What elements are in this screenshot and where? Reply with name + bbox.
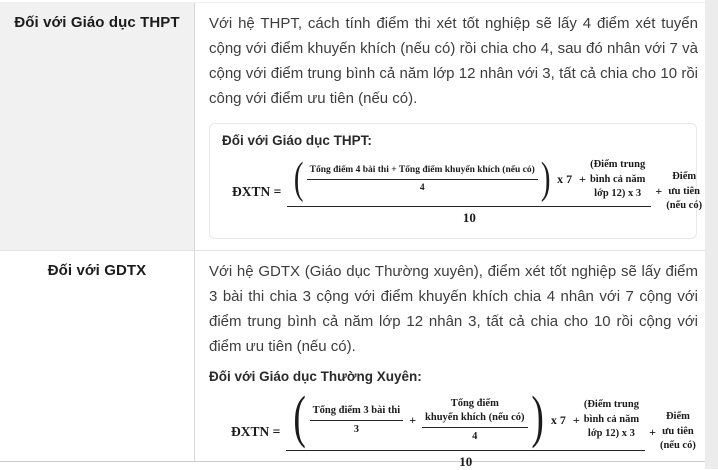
priority-line: (nếu có) xyxy=(659,440,696,452)
table-row-gdtx xyxy=(0,251,705,469)
times-seven: x 7 xyxy=(557,172,573,187)
page-right-margin xyxy=(705,0,718,469)
avg-grade-term xyxy=(584,398,639,442)
numerator-line: khuyến khích (nếu có) xyxy=(425,411,525,423)
row-header-label: Đối với Giáo dục THPT xyxy=(14,14,180,31)
inner-denominator: 4 xyxy=(472,430,478,442)
gdtx-description: Với hệ GDTX (Giáo dục Thường xuyên), điểm xét tốt nghiệp sẽ lấy điểm 3 bài thi chia 3 cộng với điểm khuyến khích chia 4 nhân với 7 cộng với điểm trung bình cả năm lớp 12 nhân 3, tất cả chia cho 10 rồi cộng với điểm ưu tiên (nếu có). xyxy=(209,263,698,355)
plus-sign: + xyxy=(572,412,580,427)
gdtx-formula-area xyxy=(209,369,700,470)
thpt-formula xyxy=(232,151,703,226)
close-paren: ) xyxy=(540,151,551,203)
priority-line: ưu tiên xyxy=(668,185,700,197)
avg-line: lớp 12) x 3 xyxy=(587,428,635,440)
thpt-formula-caption: Đối với Giáo dục THPT: xyxy=(222,133,372,148)
plus-sign: + xyxy=(409,412,417,427)
priority-line: (nếu có) xyxy=(666,200,703,211)
gdtx-formula-caption: Đối với Giáo dục Thường Xuyên: xyxy=(209,369,422,384)
priority-points-term xyxy=(666,170,702,214)
formula-lhs: ĐXTN = xyxy=(231,424,281,439)
row-header-label: Đối với GDTX xyxy=(47,262,147,279)
open-paren: ( xyxy=(294,151,304,203)
row-body-cell-thpt xyxy=(195,3,705,250)
bonus-score-fraction xyxy=(422,397,527,444)
thpt-formula-box xyxy=(209,123,703,239)
avg-line: bình cả năm xyxy=(583,413,640,425)
numerator-line: Tổng điểm xyxy=(450,397,499,409)
priority-line: Điểm xyxy=(665,411,690,423)
priority-points-term xyxy=(660,410,696,454)
plus-sign: + xyxy=(649,424,656,439)
main-numerator xyxy=(287,151,651,207)
priority-line: ưu tiên xyxy=(662,425,694,437)
avg-line: (Điểm trung xyxy=(590,159,646,170)
main-numerator xyxy=(286,385,645,451)
score-calculation-table xyxy=(0,2,705,469)
inner-numerator xyxy=(422,397,527,428)
main-fraction xyxy=(287,151,651,226)
inner-denominator: 3 xyxy=(353,423,360,435)
plus-sign: + xyxy=(579,172,586,187)
main-fraction xyxy=(286,385,645,470)
inner-numerator: Tổng điểm 4 bài thi + Tổng điểm khuyến khích (nếu có) xyxy=(307,164,538,180)
row-header-cell-thpt xyxy=(0,3,195,250)
inner-numerator: Tổng điểm 3 bài thi xyxy=(310,404,404,421)
close-paren: ) xyxy=(530,385,544,450)
avg-line: (Điểm trung xyxy=(583,399,639,411)
main-denominator: 10 xyxy=(462,209,476,225)
formula-lhs: ĐXTN = xyxy=(232,183,282,199)
row-body-cell-gdtx xyxy=(195,251,705,469)
avg-line: bình cả năm xyxy=(589,173,646,185)
inner-denominator: 4 xyxy=(419,183,425,194)
gdtx-formula xyxy=(231,385,700,470)
main-denominator: 10 xyxy=(459,454,473,469)
exam-score-fraction xyxy=(310,404,404,437)
table-row-thpt xyxy=(0,3,705,251)
times-seven: x 7 xyxy=(550,412,566,427)
plus-sign: + xyxy=(655,184,663,199)
row-header-cell-gdtx xyxy=(0,251,195,461)
priority-line: Điểm xyxy=(672,171,697,182)
open-paren: ( xyxy=(293,385,307,450)
thpt-description: Với hệ THPT, cách tính điểm thi xét tốt nghiệp sẽ lấy 4 điểm xét tuyển cộng với điểm khuyến khích (nếu có) rồi chia cho 4, sau đó nhân với 7 và cộng với điểm trung bình cả năm lớp 12 nhân với 3, tất cả chia cho 10 rồi công với điểm ưu tiên (nếu có). xyxy=(209,15,698,107)
inner-fraction xyxy=(307,164,538,195)
avg-grade-term xyxy=(590,158,645,202)
avg-line: lớp 12) x 3 xyxy=(594,188,642,199)
